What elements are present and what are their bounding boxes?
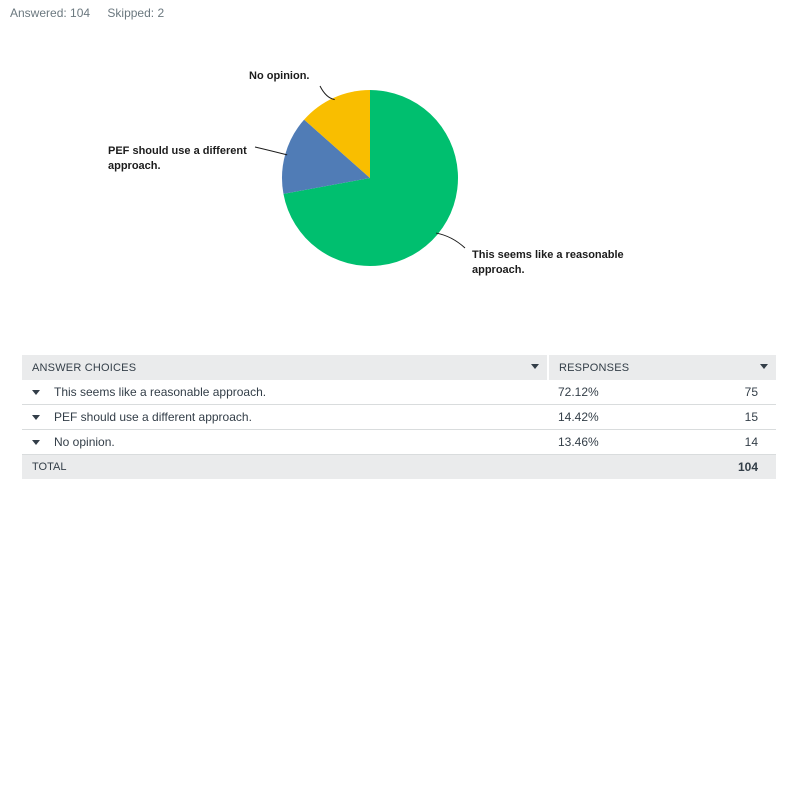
percent-cell: 72.12%	[548, 380, 708, 405]
leader-line	[436, 233, 465, 248]
count-cell: 14	[708, 430, 776, 455]
total-label: TOTAL	[22, 455, 548, 480]
skipped-count: Skipped: 2	[107, 6, 165, 20]
expand-caret-icon[interactable]	[32, 415, 40, 420]
slice-label-line: approach.	[472, 264, 525, 276]
count-cell: 15	[708, 405, 776, 430]
slice-label	[472, 249, 624, 276]
choice-label: PEF should use a different approach.	[54, 410, 252, 424]
slice-label	[108, 145, 247, 172]
answered-count: Answered: 104	[10, 6, 91, 20]
answer-choices-header[interactable]	[22, 355, 548, 380]
leader-line	[320, 86, 335, 100]
leader-line	[255, 147, 287, 155]
table-row	[22, 405, 776, 430]
expand-caret-icon[interactable]	[32, 390, 40, 395]
slice-label-line: PEF should use a different	[108, 145, 247, 157]
count-cell: 75	[708, 380, 776, 405]
slice-label-line: approach.	[108, 160, 161, 172]
answer-choices-table	[22, 355, 776, 479]
slice-label	[249, 70, 309, 82]
sort-caret-icon[interactable]	[531, 364, 539, 369]
choice-cell	[22, 430, 548, 455]
choice-label: No opinion.	[54, 435, 115, 449]
slice-label-line: No opinion.	[249, 70, 310, 82]
percent-cell: 14.42%	[548, 405, 708, 430]
table-row	[22, 430, 776, 455]
pie-chart	[0, 40, 800, 300]
total-row	[22, 455, 776, 480]
percent-cell: 13.46%	[548, 430, 708, 455]
choice-cell	[22, 380, 548, 405]
total-spacer	[548, 455, 708, 480]
total-value: 104	[708, 455, 776, 480]
responses-header-label: RESPONSES	[559, 361, 630, 374]
slice-label-line: This seems like a reasonable	[472, 249, 624, 261]
table-row	[22, 380, 776, 405]
responses-header[interactable]	[548, 355, 776, 380]
expand-caret-icon[interactable]	[32, 440, 40, 445]
sort-caret-icon[interactable]	[760, 364, 768, 369]
choice-label: This seems like a reasonable approach.	[54, 385, 267, 399]
choice-cell	[22, 405, 548, 430]
answer-choices-header-label: ANSWER CHOICES	[32, 361, 137, 374]
response-stats	[10, 6, 178, 20]
